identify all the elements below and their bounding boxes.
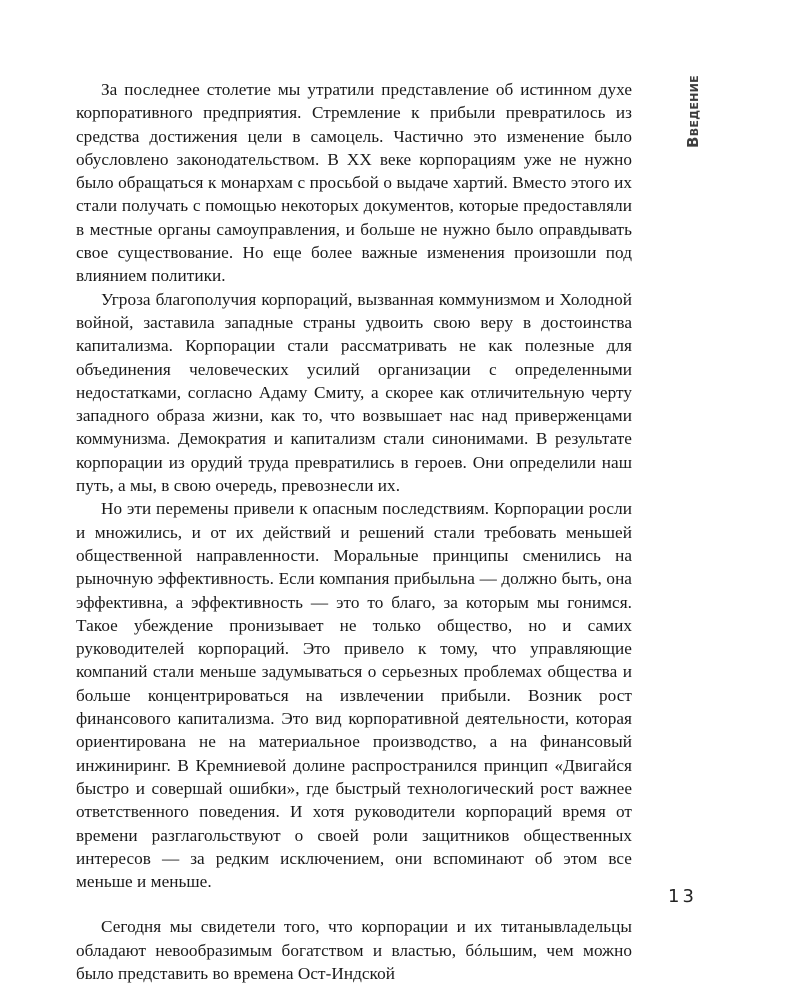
paragraph-4: Сегодня мы свидетели того, что корпорации и их титанывладельцы обладают невообразимым богатством и властью, бóльшим, чем можно было представить во времена Ост-Индской [76,917,632,983]
page-number: 13 [668,886,697,907]
body-text [76,78,632,985]
paragraph-3: Но эти перемены привели к опасным последствиям. Корпорации росли и множились, и от их действий и решений стали требовать меньшей общественной направленности. Моральные принципы сменились на рыночную эффективность. Если компания прибыльна — должно быть, она эффективна, а эффективность — это то благо, за которым мы гонимся. Такое убеждение пронизывает не только общество, но и самих руководителей корпораций. Это привело к тому, что управляющие компаний стали меньше задумываться о серьезных проблемах общества и больше концентрироваться на извлечении прибыли. Возник рост финансового капитализма. Это вид корпоративной деятельности, которая ориентирована не на материальное производство, а на финансовый инжиниринг. В Кремниевой долине распространился принцип «Двигайся быстро и совершай ошибки», где быстрый технологический рост важнее ответственного поведения. И хотя руководители корпораций время от времени разглагольствуют о своей роли защитников общественных интересов — за редким исключением, они вспоминают об этом все меньше и меньше. [76,499,632,892]
running-head: Введение [684,75,702,148]
paragraph-2: Угроза благополучия корпораций, вызванная коммунизмом и Холодной войной, заставила западные страны удвоить свою веру в достоинства капитализма. Корпорации стали рассматривать не как полезные для объединения человеческих усилий организации с определенными недостатками, согласно Адаму Смиту, а скорее как отличительную черту западного образа жизни, как то, что возвышает нас над приверженцами коммунизма. Демократия и капитализм стали синонимами. В результате корпорации из орудий труда превратились в героев. Они определили наш путь, а мы, в свою очередь, превознесли их. [76,289,632,496]
paragraph-1: За последнее столетие мы утратили представление об истинном духе корпоративного предприятия. Стремление к прибыли превратилось из средства достижения цели в самоцель. Частично это изменение было обусловлено законодательством. В XX веке корпорациям уже не нужно было обращаться к монархам с просьбой о выдаче хартий. Вместо этого их стали получать с помощью некоторых документов, которые предоставляли в местные органы самоуправления, и больше не нужно было оправдывать свое существование. Но еще более важные изменения произошли под влиянием политики. [76,80,632,286]
